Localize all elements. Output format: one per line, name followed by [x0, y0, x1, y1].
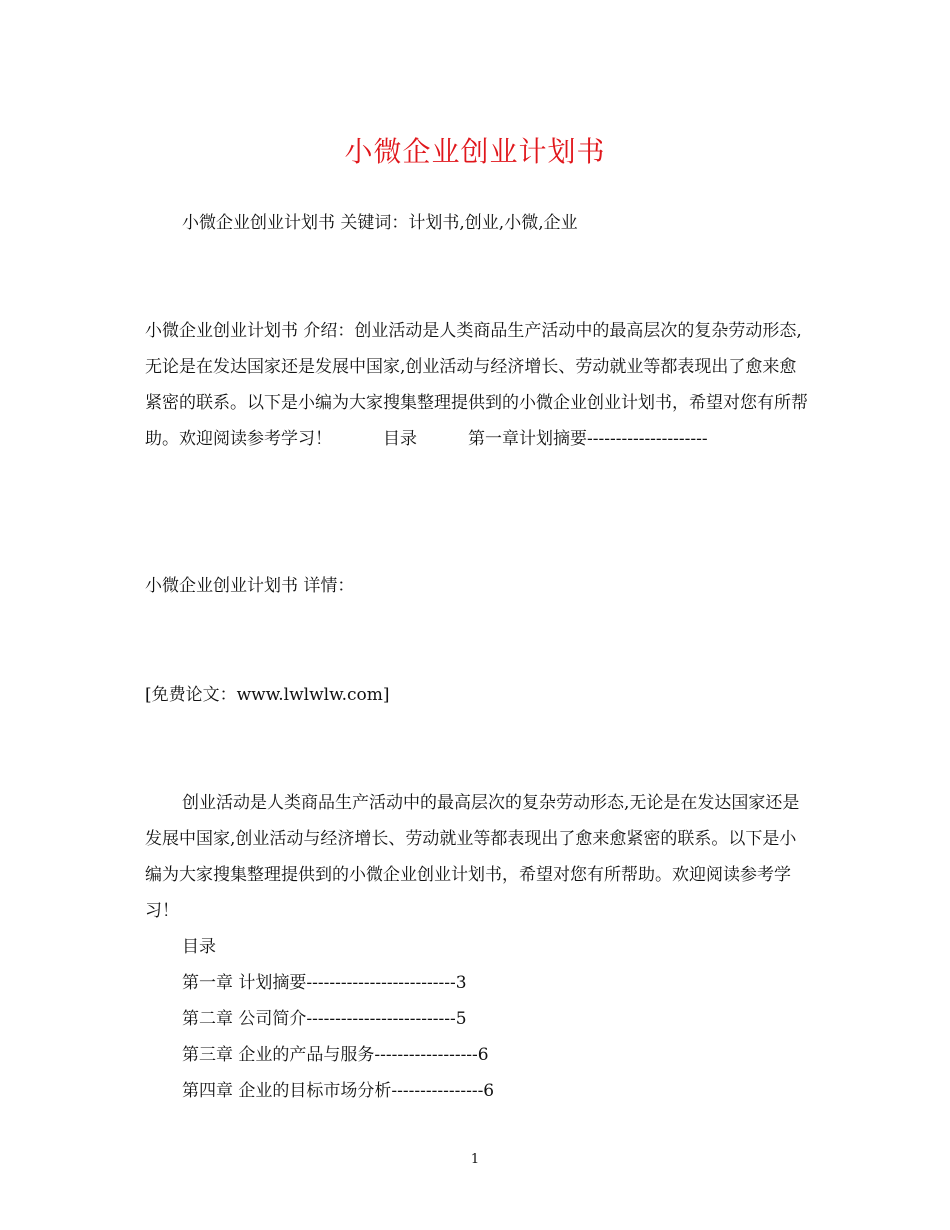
toc-item: 第三章 企业的产品与服务------------------6	[182, 1045, 489, 1065]
page-number: 1	[470, 1152, 480, 1167]
details-label: 小微企业创业计划书 详情：	[145, 576, 355, 596]
document-title: 小微企业创业计划书	[344, 135, 606, 168]
intro-paragraph: 小微企业创业计划书 介绍：创业活动是人类商品生产活动中的最高层次的复杂劳动形态,无论是在发达国家还是发展中国家,创业活动与经济增长、劳动就业等都表现出了愈来愈紧密的联系。以下是小编为大家搜集整理提供到的小微企业创业计划书，希望对您有所帮助。欢迎阅读参考学习！ 目录 第一章计划摘要---------------------	[145, 321, 808, 449]
free-paper-link-text: [免费论文：www.lwlwlw.com]	[145, 685, 390, 705]
keywords-line: 小微企业创业计划书 关键词：计划书,创业,小微,企业	[182, 213, 578, 233]
toc-heading: 目录	[182, 937, 216, 957]
toc-item: 第一章 计划摘要--------------------------3	[182, 973, 467, 993]
toc-item: 第四章 企业的目标市场分析----------------6	[182, 1081, 495, 1101]
main-paragraph: 创业活动是人类商品生产活动中的最高层次的复杂劳动形态,无论是在发达国家还是发展中国家,创业活动与经济增长、劳动就业等都表现出了愈来愈紧密的联系。以下是小编为大家搜集整理提供到的小微企业创业计划书，希望对您有所帮助。欢迎阅读参考学习！	[145, 793, 800, 921]
toc-item: 第二章 公司简介--------------------------5	[182, 1009, 467, 1029]
table-of-contents	[182, 929, 494, 1109]
